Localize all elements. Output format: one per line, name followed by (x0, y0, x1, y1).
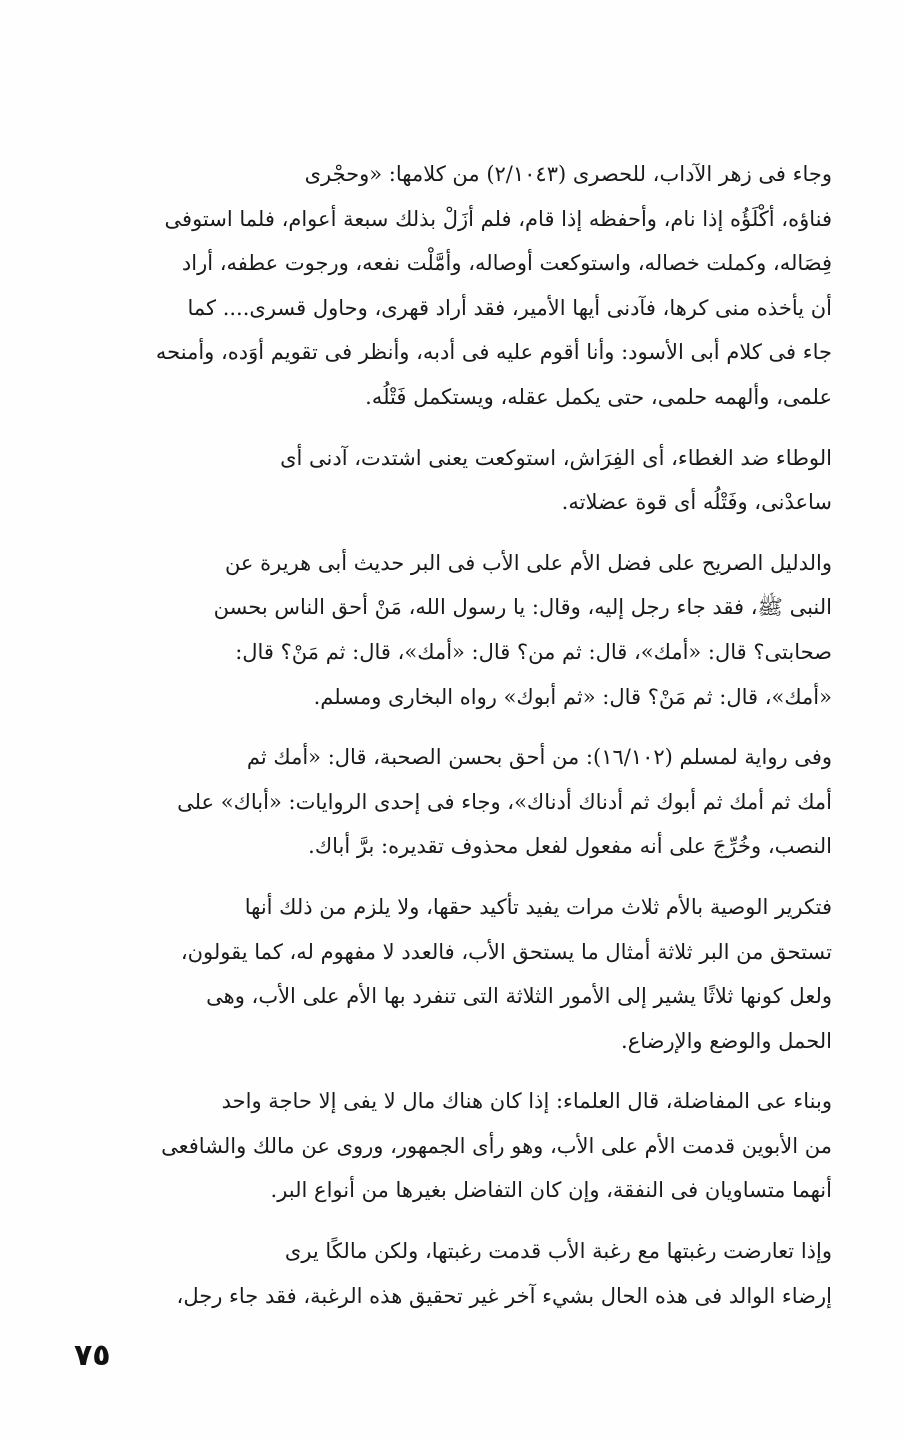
text-line: وجاء فى زهر الآداب، للحصرى (٢/١٠٤٣) من كلامها: «وحجْرى (304, 162, 832, 186)
text-line: أمك ثم أمك ثم أبوك ثم أدناك أدناك»، وجاء فى إحدى الروايات: «أباك» على (177, 789, 832, 814)
text-line: الوطاء ضد الغطاء، أى الفِرَاش، استوكعت يعنى اشتدت، آدنى أى (280, 445, 832, 470)
text-line: «أمك»، قال: ثم مَنْ؟ قال: «ثم أبوك» رواه البخارى ومسلم. (313, 684, 832, 709)
text-line: علمى، وألهمه حلمى، حتى يكمل عقله، ويستكمل فَتْلُه. (365, 384, 832, 409)
paragraph (58, 152, 866, 420)
text-line: أن يأخذه منى كرها، فآدنى أيها الأمير، فقد أراد قهرى، وحاول قسرى.... كما (187, 295, 832, 320)
text-line: أنهما متساويان فى النفقة، وإن كان التفاضل بغيرها من أنواع البر. (270, 1178, 832, 1203)
paragraph (58, 1229, 866, 1318)
text-line: وبناء عى المفاضلة، قال العلماء: إذا كان هناك مال لا يفى إلا حاجة واحد (221, 1089, 832, 1114)
text-line: فناؤه، أكْلَؤُه إذا نام، وأحفظه إذا قام، فلم أزَلْ بذلك سبعة أعوام، فلما استوفى (164, 206, 832, 231)
text-line: والدليل الصريح على فضل الأم على الأب فى البر حديث أبى هريرة عن (224, 550, 832, 575)
text-line: فِصَاله، وكملت خصاله، واستوكعت أوصاله، وأمَّلْت نفعه، ورجوت عطفه، أراد (181, 251, 832, 276)
page-number: ٧٥ (74, 1338, 111, 1373)
paragraph (58, 1079, 866, 1213)
paragraph (58, 885, 866, 1063)
text-line: إرضاء الوالد فى هذه الحال بشيء آخر غير تحقيق هذه الرغبة، فقد جاء رجل، (176, 1283, 832, 1308)
text-line: من الأبوين قدمت الأم على الأب، وهو رأى الجمهور، وروى عن مالك والشافعى (161, 1133, 832, 1158)
body-text (58, 152, 866, 1334)
text-line: ولعل كونها ثلاثًا يشير إلى الأمور الثلاثة التى تنفرد بها الأم على الأب، وهى (206, 984, 832, 1009)
text-line: ساعدْنى، وفَتْلُه أى قوة عضلاته. (561, 490, 832, 515)
text-line: وفى رواية لمسلم (١٦/١٠٢): من أحق بحسن الصحبة، قال: «أمك ثم (246, 745, 832, 770)
text-line: جاء فى كلام أبى الأسود: وأنا أقوم عليه فى أدبه، وأنظر فى تقويم أوَده، وأمنحه (155, 340, 832, 365)
text-line: فتكرير الوصية بالأم ثلاث مرات يفيد تأكيد حقها، ولا يلزم من ذلك أنها (244, 894, 832, 919)
text-line: صحابتى؟ قال: «أمك»، قال: ثم من؟ قال: «أمك»، قال: ثم مَنْ؟ قال: (235, 639, 832, 664)
text-line: النصب، وخُرِّجَ على أنه مفعول لفعل محذوف تقديره: برَّ أباك. (308, 834, 832, 859)
paragraph (58, 735, 866, 869)
paragraph (58, 541, 866, 719)
text-line: تستحق من البر ثلاثة أمثال ما يستحق الأب، فالعدد لا مفهوم له، كما يقولون، (180, 939, 832, 964)
text-line: النبى ﷺ، فقد جاء رجل إليه، وقال: يا رسول الله، مَنْ أحق الناس بحسن (213, 595, 832, 620)
text-line: الحمل والوضع والإرضاع. (621, 1028, 832, 1053)
text-line: وإذا تعارضت رغبتها مع رغبة الأب قدمت رغبتها، ولكن مالكًا يرى (284, 1239, 832, 1264)
paragraph (58, 436, 866, 525)
